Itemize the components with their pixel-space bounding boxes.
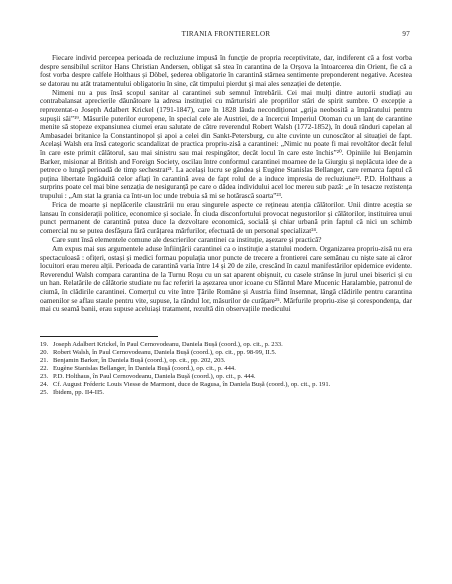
footnote-text: Joseph Adalbert Krickel, în Paul Cernovodeanu, Daniela Bușă (coord.), op. cit., p. 233.: [53, 340, 283, 348]
footnote-text: Robert Walsh, în Paul Cernovodeanu, Daniela Bușă (coord.), op. cit., pp. 98-99, II.5.: [53, 348, 277, 356]
paragraph-2: Nimeni nu a pus însă scopul sanitar al carantinei sub semnul întrebării. Cei mai mulți dintre autorii studiați au contrabalansat aprecierile dăunătoare la adresa instituției cu mărturisiri ale propriilor stări de spirit sumbre. O excepție a reprezentat-o Joseph Adalbert Krickel (1791-1847), care în 1828 lăuda necondiționat „grija neobosită a împăratului pentru supușii săi”¹⁹. Măsurile puterilor europene, în special cele ale Austriei, de a încercui Imperiul Otoman cu un lanț de carantine menite să stopeze expansiunea ciumei erau salutate de către reverendul Robert Walsh (1772-1852), în două rânduri capelan al Ambasadei britanice la Constantinopol și apoi a celei din Sankt-Petersburg, cu alte cuvinte un cunoscător al situației de fapt. Același Walsh era însă categoric scandalizat de practica propriu-zisă a carantinei: „Nimic nu poate fi mai revoltător decât felul în care este primit călătorul, sau mai sinistru sau mai respingător, decât locul în care este închis”²⁰. Opiniile lui Benjamin Barker, misionar al British and Foreign Society, oscilau între conformul carantinei moarnee de la Giurgiu și neplăcuta idee de a petrece o lungă perioadă de timp sechestrat²¹. La același lucru se gândea și Eugène Stanislas Bellanger, care remarca faptul că puțina libertate îngăduită celor aflați în carantină avea de fapt rolul de a induce impresia de recluziune²². P.D. Holthaus a surprins poate cel mai bine senzația de nesiguranță pe care o dădea individului acel loc mereu sub pază: „e în tesacze rezistența trupului : „Am stat la grania ca într-un loc unde trebuia să mi se hotărască soarta”²³.: [40, 88, 412, 200]
footnote-text: Eugène Stanislas Bellanger, în Daniela Bușă (coord.), op. cit., p. 444.: [53, 364, 236, 372]
footnotes: [40, 341, 412, 397]
footnote-number: 22.: [40, 364, 49, 372]
paragraph-5: Am expus mai sus argumentele aduse înființării carantinei ca o instituție a statului modern. Organizarea propriu-zisă nu era spectaculoasă : ofițeri, ostași și medici formau populația unor puncte de trecere a frontierei care semănau cu niște sate ai căror locuitori erau mereu alții. Perioada de carantină varia între 14 și 20 de zile, crescând în cazul manifestărilor epidemice evidente. Reverendul Walsh compara carantina de la Turnu Roșu cu un sat aparent obișnuit, cu casele strânse în jurul unei biserici și cu un han. Relatările de călătorie studiate nu fac referiri la așezarea unor icoane cu Sfântul Mare Mucenic Haralambie, patronul de ciumă, în clădirile carantinei. Comerțul cu vite între Țările Române și Austria fiind însemnat, lângă clădirile pentru carantina oamenilor se aflau staule pentru vite, supuse, la rândul lor, măsurilor de curățare²⁵. Mărfurile propriu-zise și corespondența, dar mai cu seamă banii, erau supuse aceluiași tratament, rezultă din observațiile medicului: [40, 245, 412, 314]
paragraph-3: Frica de moarte și neplăcerile claustrării nu erau singurele aspecte ce rețineau atenția călătorilor. Unii dintre aceștia se lansau în considerații politice, economice și sociale. În ciuda disconfortului provocat negustorilor și călătorilor, instituirea unui punct permanent de carantină putea duce la dezvoltare economică, socială și chiar urbană prin faptul că nici un schimb comercial nu se putea desfășura fără curățarea mărfurilor, efectuată de un personal specializat²⁴.: [40, 201, 412, 235]
running-header: [40, 30, 412, 44]
paragraph-1: Fiecare individ percepea perioada de recluziune impusă în funcție de propria receptivitate, dar, indiferent că a fost vorba despre sensibilul scriitor Hans Christian Andersen, obligat să stea în carantina de la Orșova la întoarcerea din Orient, fie că a fost vorba despre calfele Holthaus și Döbel, șederea obligatorie în carantină stârnea sentimente preponderent negative. Acestea se datorau nu atât tratamentului obligatoriu în sine, cât timpului pierdut și mai ales senzației de detenție.: [40, 54, 412, 88]
body-text: [40, 54, 412, 314]
footnote: [40, 365, 412, 373]
footnote: [40, 349, 412, 357]
footnote-text: Ibidem, pp. II4-II5.: [53, 388, 105, 396]
footnote-text: Benjamin Barker, în Daniela Bușă (coord.), op. cit., pp. 202, 203.: [53, 356, 226, 364]
footnote-divider: [40, 336, 158, 337]
footnote-text: Cf. August Fréderic Louis Viesse de Marmont, duce de Ragusa, în Daniela Bușă (coord.), op. cit., p. 191.: [53, 380, 331, 388]
footnote-number: 25.: [40, 388, 49, 396]
footnote: [40, 341, 412, 349]
footnote: [40, 389, 412, 397]
footnote: [40, 357, 412, 365]
footnote-number: 20.: [40, 348, 49, 356]
paragraph-4: Care sunt însă elementele comune ale descrierilor carantinei ca instituție, așezare și practică?: [52, 235, 322, 244]
footnote: [40, 373, 412, 381]
footnote: [40, 381, 412, 389]
footnote-number: 19.: [40, 340, 49, 348]
footnote-number: 21.: [40, 356, 49, 364]
footnote-number: 24.: [40, 380, 49, 388]
running-title: TIRANIA FRONTIERELOR: [181, 30, 271, 38]
footnote-number: 23.: [40, 372, 49, 380]
page-number: 97: [402, 30, 410, 38]
footnote-text: P.D. Holthaus, în Paul Cernovodeanu, Daniela Bușă (coord.), op. cit., p. 444.: [53, 372, 256, 380]
